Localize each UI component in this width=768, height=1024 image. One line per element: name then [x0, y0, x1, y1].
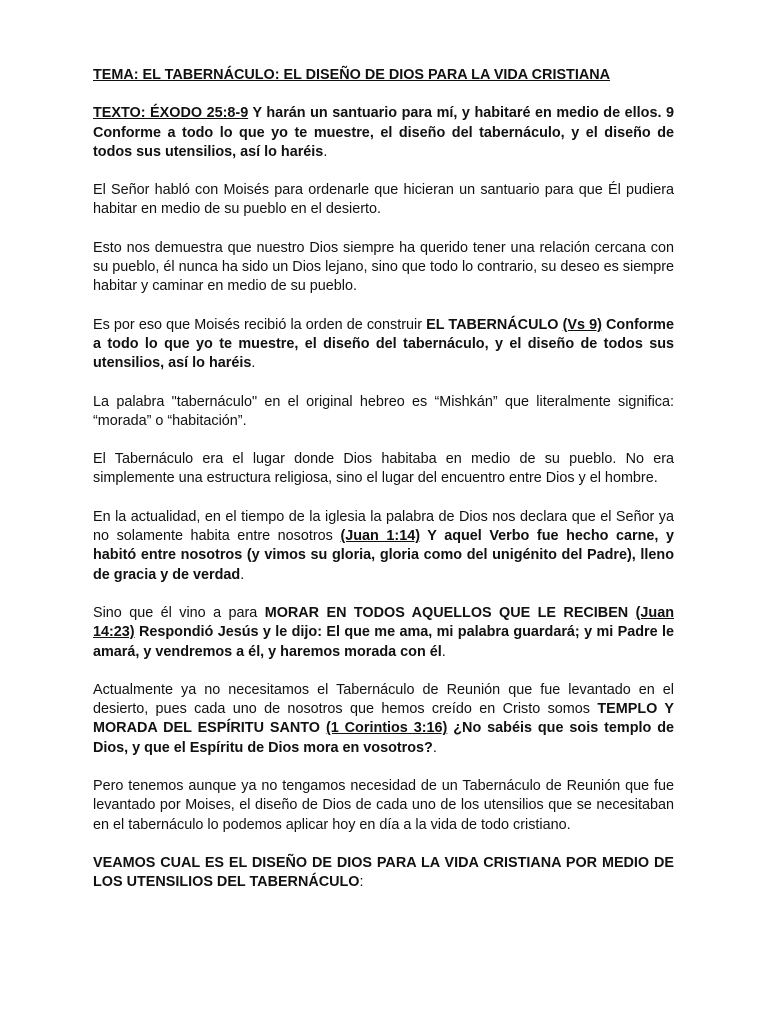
scripture-reference: (1 Corintios 3:16)	[325, 720, 448, 737]
punctuation: .	[432, 739, 437, 756]
scripture-quote: Respondió Jesús y le dijo: El que me ama, mi palabra guardará; y mi Padre le amará, y vendremos a él, y haremos morada con él	[93, 624, 674, 660]
paragraph: Pero tenemos aunque ya no tengamos necesidad de un Tabernáculo de Reunión que fue levantado por Moises, el diseño de Dios de cada uno de los utensilios que se necesitaban en el tabernáculo lo podemos aplicar hoy en día a la vida de todo cristiano.	[93, 778, 674, 833]
paragraph	[93, 681, 674, 758]
punctuation: .	[251, 355, 256, 372]
punctuation: .	[240, 566, 245, 583]
scripture-quote: Conforme a todo lo que yo te muestre, el diseño del tabernáculo, y el diseño de todos sus utensilios, así lo haréis	[93, 316, 674, 372]
section-heading-paragraph	[93, 854, 674, 893]
scripture-reference: TEXTO: ÉXODO 25:8-9	[93, 105, 249, 122]
punctuation: :	[359, 874, 364, 891]
paragraph-text: Es por eso que Moisés recibió la orden de construir	[93, 316, 427, 333]
emphasis-text: TEMPLO Y MORADA DEL ESPÍRITU SANTO	[93, 701, 675, 737]
scripture-quote: ¿No sabéis que sois templo de Dios, y que el Espíritu de Dios mora en vosotros?	[93, 720, 675, 756]
spacer-text	[628, 605, 635, 621]
document-page	[93, 66, 674, 912]
punctuation: .	[441, 643, 446, 660]
paragraph-text: Sino que él vino a para	[93, 604, 265, 621]
paragraph	[93, 508, 674, 585]
scripture-reference: (Juan 1:14)	[340, 528, 420, 545]
document-title: TEMA: EL TABERNÁCULO: EL DISEÑO DE DIOS PARA LA VIDA CRISTIANA	[93, 67, 611, 83]
section-heading: VEAMOS CUAL ES EL DISEÑO DE DIOS PARA LA VIDA CRISTIANA POR MEDIO DE LOS UTENSILIOS DEL TABERNÁCULO	[93, 854, 674, 891]
emphasis-text: MORAR EN TODOS AQUELLOS QUE LE RECIBEN	[264, 604, 629, 621]
scripture-reference: (Juan 14:23)	[93, 604, 675, 641]
emphasis-text: EL TABERNÁCULO	[426, 316, 559, 333]
paragraph: Esto nos demuestra que nuestro Dios siempre ha querido tener una relación cercana con su pueblo, él nunca ha sido un Dios lejano, sino que todo lo contrario, su deseo es siempre habitar y caminar en medio de su pueblo.	[93, 239, 674, 295]
punctuation: .	[323, 143, 328, 160]
paragraph	[93, 316, 674, 374]
scripture-reference: (Vs 9)	[562, 316, 602, 333]
paragraph-key-text	[93, 104, 674, 162]
scripture-quote: Y aquel Verbo fue hecho carne, y habitó entre nosotros (y vimos su gloria, gloria como del unigénito del Padre), lleno de gracia y de verdad	[93, 528, 674, 583]
paragraph-text: En la actualidad, en el tiempo de la iglesia la palabra de Dios nos declara que el Señor ya no solamente habita entre nosotros	[93, 508, 674, 545]
scripture-quote: Y harán un santuario para mí, y habitaré en medio de ellos. 9 Conforme a todo lo que yo te muestre, el diseño del tabernáculo, y el diseño de todos sus utensilios, así lo haréis	[93, 105, 675, 160]
paragraph: La palabra "tabernáculo" en el original hebreo es “Mishkán” que literalmente significa: “morada” o “habitación”.	[93, 393, 674, 429]
paragraph	[93, 604, 674, 662]
paragraph: El Señor habló con Moisés para ordenarle que hicieran un santuario para que Él pudiera habitar en medio de su pueblo en el desierto.	[93, 182, 674, 218]
paragraph: El Tabernáculo era el lugar donde Dios habitaba en medio de su pueblo. No era simplemente una estructura religiosa, sino el lugar del encuentro entre Dios y el hombre.	[93, 451, 674, 487]
paragraph-text: Actualmente ya no necesitamos el Tabernáculo de Reunión que fue levantado en el desierto, pues cada uno de nosotros que hemos creído en Cristo somos	[93, 681, 674, 718]
